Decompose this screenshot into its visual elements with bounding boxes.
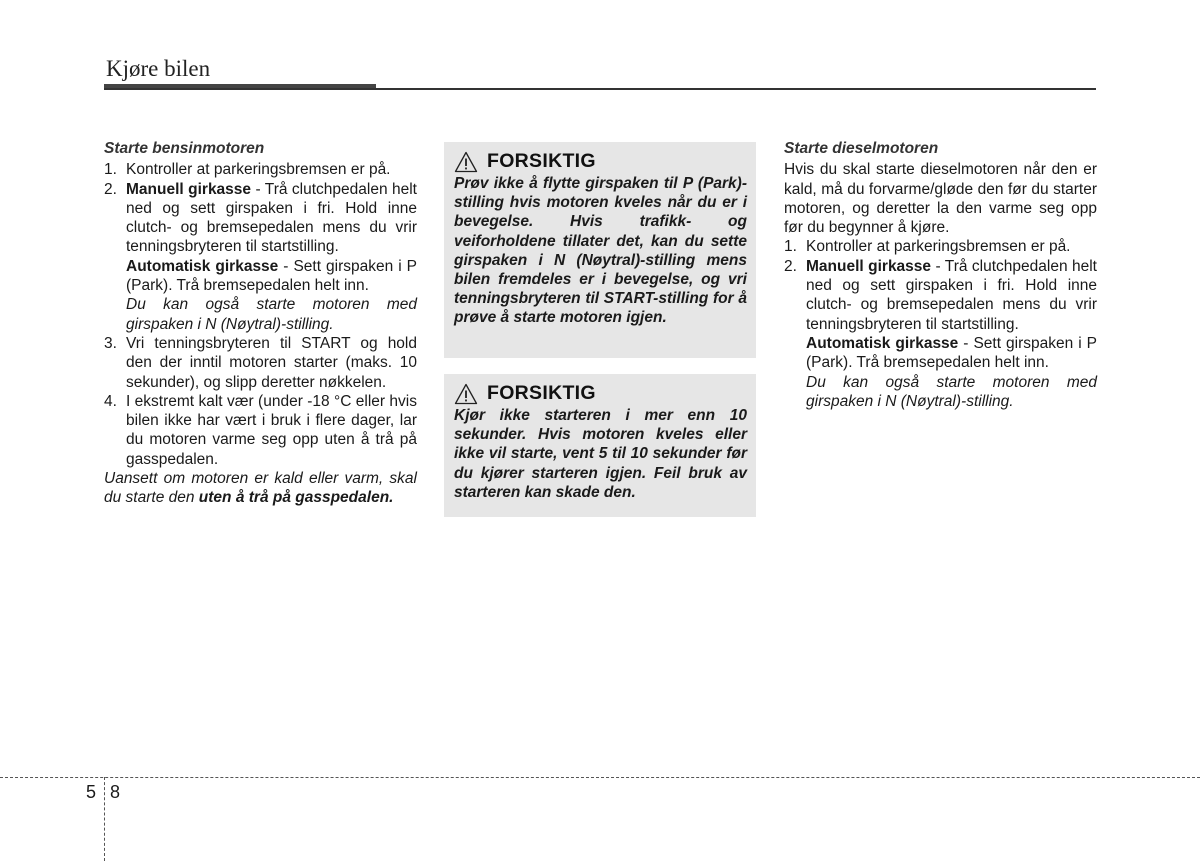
neutral-note: Du kan også starte motoren med girspaken i N (Nøytral)-stilling. <box>126 296 417 333</box>
auto-label: Automatisk girkasse <box>806 334 959 352</box>
list-item <box>104 160 417 179</box>
caution-header <box>454 150 747 173</box>
step-text: Vri tenningsbryteren til START og hold den der inntil motoren starter (maks. 10 sekunder), og slipp deretter nøkkelen. <box>126 334 417 391</box>
caution-title: FORSIKTIG <box>487 150 596 172</box>
closing-italic: Uansett om motoren er kald eller varm, skal du starte den <box>104 470 417 507</box>
step-text: I ekstremt kalt vær (under -18 °C eller hvis bilen ikke har vært i bruk i flere dager, lar du motoren varme seg opp uten å trå på gasspedalen. <box>126 392 417 468</box>
step-number: 1. <box>784 238 797 256</box>
warning-triangle-icon <box>454 383 478 405</box>
step-number: 4. <box>104 392 117 410</box>
manual-text: - Trå clutchpedalen helt ned og sett girspaken i fri. Hold inne clutch- og bremsepedalen mens du vrir tenningsbryteren til startstilling. <box>806 257 1097 333</box>
diesel-start-section <box>784 139 1097 411</box>
caution-header <box>454 382 747 405</box>
chapter-number: 5 <box>86 782 97 802</box>
page-title: Kjøre bilen <box>106 56 211 81</box>
step-text: Kontroller at parkeringsbremsen er på. <box>806 238 1071 256</box>
petrol-start-section <box>104 139 417 508</box>
auto-label: Automatisk girkasse <box>126 257 279 275</box>
list-item <box>784 257 1097 411</box>
footer-rule <box>0 777 1200 778</box>
closing-bold: uten å trå på gasspedalen. <box>198 489 394 507</box>
caution-box <box>444 374 756 517</box>
auto-text: - Sett girspaken i P (Park). Trå bremsepedalen helt inn. <box>126 257 417 295</box>
footer-divider <box>104 777 105 861</box>
manual-label: Manuell girkasse <box>126 180 252 198</box>
step-number: 2. <box>784 257 797 275</box>
auto-text: - Sett girspaken i P (Park). Trå bremsepedalen helt inn. <box>806 334 1097 372</box>
list-item <box>104 392 417 469</box>
step-number: 3. <box>104 334 117 352</box>
section-heading: Starte dieselmotoren <box>784 140 939 157</box>
caution-text: Kjør ikke starteren i mer enn 10 sekunder. Hvis motoren kveles eller ikke vil starte, vent 5 til 10 sekunder før du kjører starteren igjen. Feil bruk av starteren kan skade den. <box>454 407 747 501</box>
warning-triangle-icon <box>454 151 478 173</box>
manual-text: - Trå clutchpedalen helt ned og sett girspaken i fri. Hold inne clutch- og bremsepedalen mens du vrir tenningsbryteren til startstilling. <box>126 180 417 256</box>
page-number: 8 <box>110 782 121 802</box>
intro-paragraph: Hvis du skal starte dieselmotoren når den er kald, må du forvarme/gløde den før du starter motoren, og deretter la den varme seg opp før du begynner å kjøre. <box>784 161 1097 237</box>
manual-label: Manuell girkasse <box>806 257 932 275</box>
caution-text: Prøv ikke å flytte girspaken til P (Park)-stilling hvis motoren kveles når du er i bevegelse. Hvis trafikk- og veiforholdene tillater det, kan du sette girspaken i N (Nøytral)-stilling mens bilen fremdeles er i bevegelse, og vri tenningsbryteren til START-stilling for å prøve å starte motoren igjen. <box>454 175 747 327</box>
list-item <box>784 237 1097 256</box>
step-text: Kontroller at parkeringsbremsen er på. <box>126 161 391 179</box>
step-number: 1. <box>104 161 117 179</box>
list-item <box>104 180 417 334</box>
section-heading: Starte bensinmotoren <box>104 140 265 157</box>
caution-title: FORSIKTIG <box>487 382 596 404</box>
closing-note <box>104 469 417 508</box>
step-number: 2. <box>104 180 117 198</box>
step-body <box>806 257 1097 411</box>
step-body <box>126 180 417 334</box>
neutral-note: Du kan også starte motoren med girspaken i N (Nøytral)-stilling. <box>806 373 1097 410</box>
header-rule <box>104 88 1096 90</box>
list-item <box>104 334 417 392</box>
caution-box <box>444 142 756 358</box>
